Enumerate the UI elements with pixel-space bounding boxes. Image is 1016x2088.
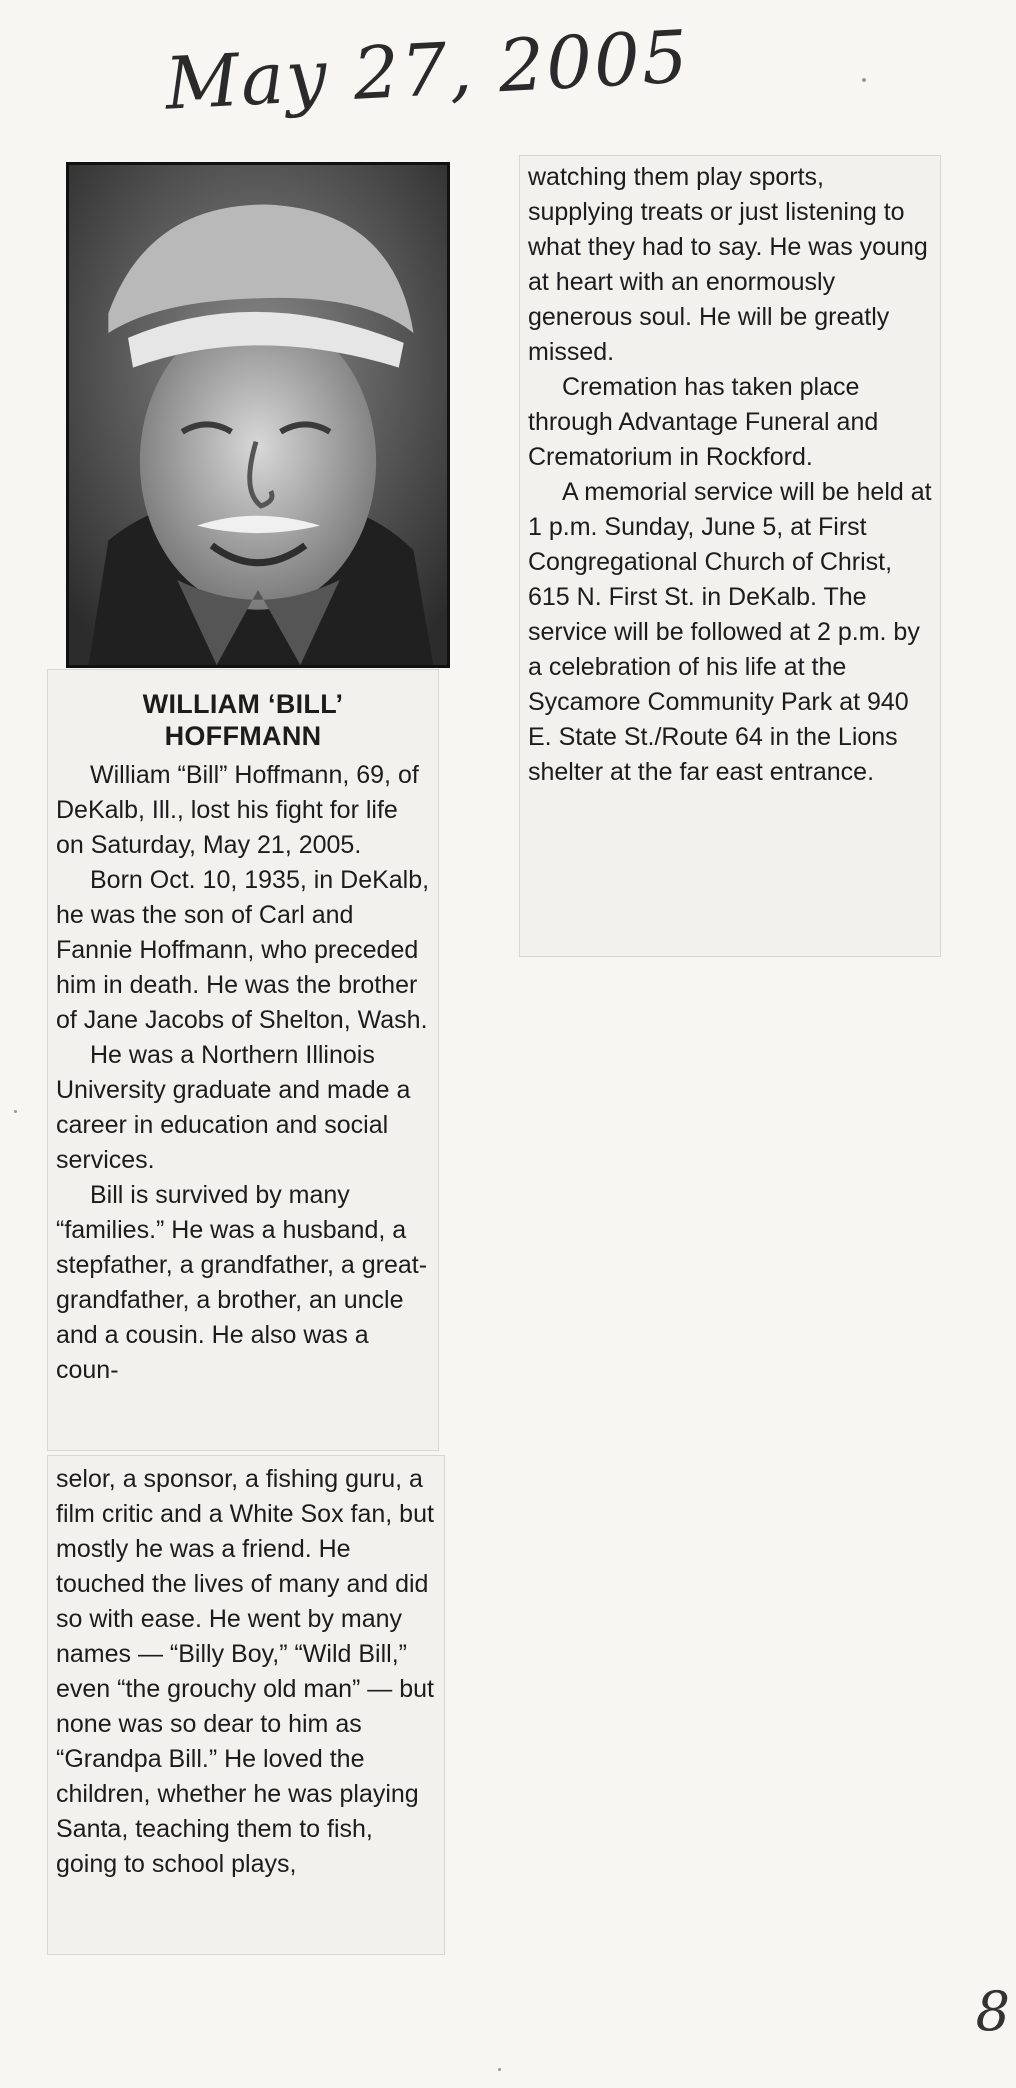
paragraph: A memorial service will be held at 1 p.m. Sunday, June 5, at First Congregational Church of Christ, 615 N. First St. in DeKalb. The service will be followed at 2 p.m. by a celebration of his life at the Sycamore Community Park at 940 E. State St./Route 64 in the Lions shelter at the far east entrance. <box>528 478 932 786</box>
page-number-mark: 8 <box>975 1980 1010 2043</box>
paragraph: watching them play sports, supplying treats or just listening to what they had to say. He was young at heart with an enormously generous soul. He will be greatly missed. <box>528 163 928 366</box>
handwritten-date: May 27, 2005 <box>163 14 692 126</box>
paragraph: He was a Northern Illinois University graduate and made a career in education and social services. <box>56 1041 411 1174</box>
scan-speck <box>862 78 866 82</box>
headline-line-1: WILLIAM ‘BILL’ <box>142 689 344 719</box>
obituary-body-left-continued <box>48 1456 444 1882</box>
headline-line-2: HOFFMANN <box>164 721 322 751</box>
column-right <box>520 156 940 956</box>
obituary-body-right <box>520 156 940 790</box>
column-left-lower <box>48 1456 444 1954</box>
column-left-upper <box>48 670 438 1450</box>
scan-speck <box>498 2068 501 2071</box>
obituary-body-left <box>48 758 438 1388</box>
paragraph: selor, a sponsor, a fishing guru, a film critic and a White Sox fan, but mostly he was a friend. He touched the lives of many and did so with ease. He went by many names — “Billy Boy,” “Wild Bill,” even “the grouchy old man” — but none was so dear to him as “Grandpa Bill.” He loved the children, whether he was playing Santa, teaching them to fish, going to school plays, <box>56 1465 434 1878</box>
paragraph: Born Oct. 10, 1935, in DeKalb, he was the son of Carl and Fannie Hoffmann, who preceded him in death. He was the brother of Jane Jacobs of Shelton, Wash. <box>56 866 430 1034</box>
obituary-photo <box>66 162 450 668</box>
paragraph: Bill is survived by many “families.” He was a husband, a stepfather, a grandfather, a great-grandfather, a brother, an uncle and a cousin. He also was a coun- <box>56 1181 428 1384</box>
paragraph: Cremation has taken place through Advantage Funeral and Crematorium in Rockford. <box>528 373 879 471</box>
paragraph: William “Bill” Hoffmann, 69, of DeKalb, Ill., lost his fight for life on Saturday, May 21, 2005. <box>56 761 419 859</box>
scan-speck <box>14 1110 17 1113</box>
portrait-image <box>69 165 447 665</box>
obituary-headline <box>48 688 438 752</box>
